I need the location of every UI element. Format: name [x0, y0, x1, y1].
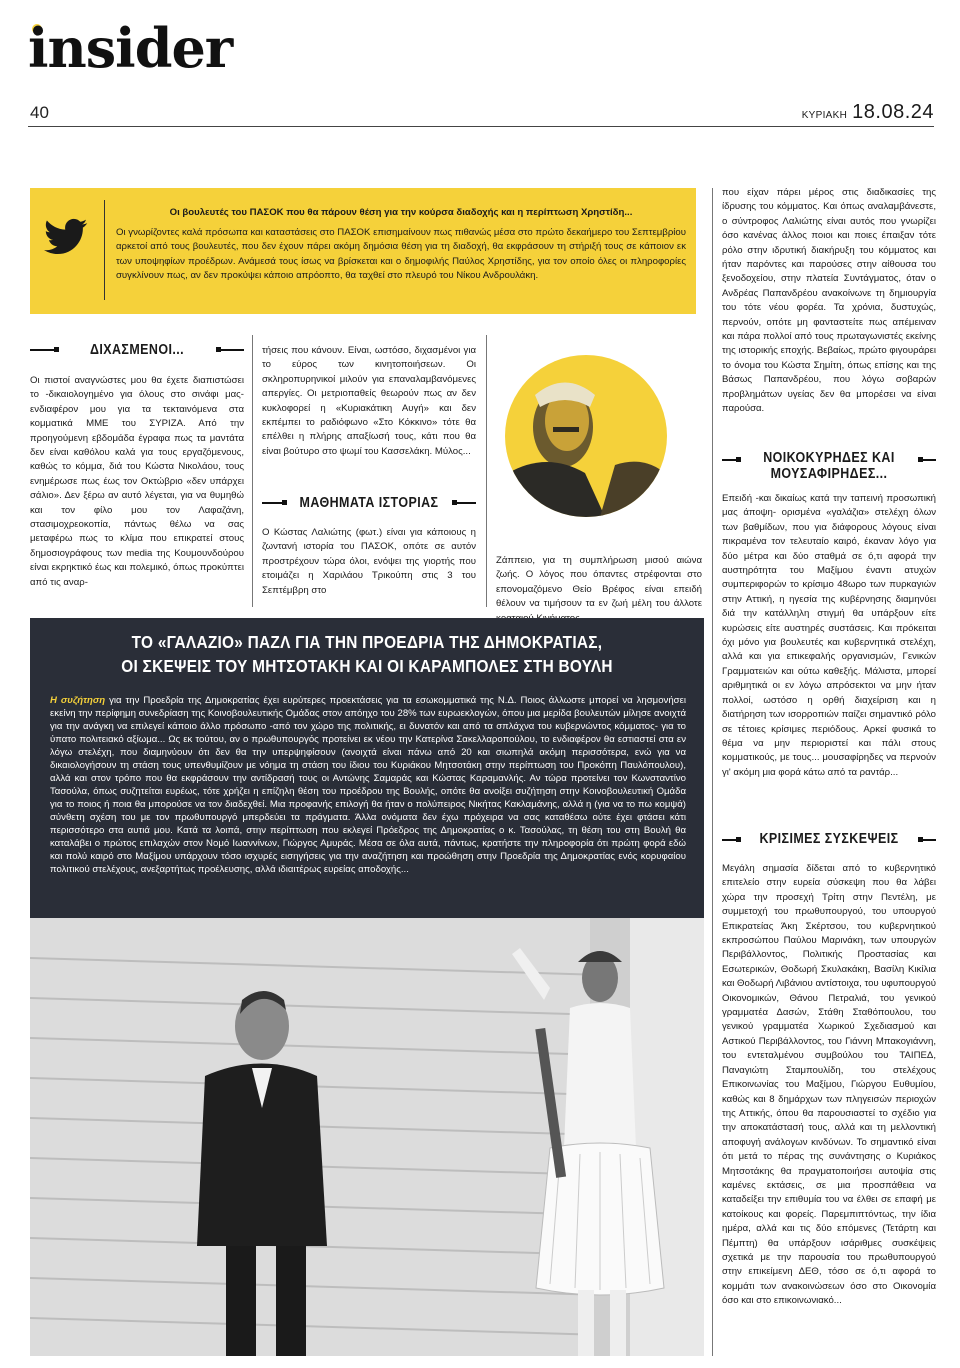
- column-divider: [252, 335, 253, 607]
- feature-photo: [30, 918, 704, 1356]
- col4-text-bottom: Μεγάλη σημασία δίδεται από το κυβερνητικό επιτελείο στην ευρεία σύσκεψη που θα λάβει χώρα την προσεχή Τρίτη στην Πεντέλη, με συμμετοχή του πρωθυπουργού, του υπουργού Επικρατείας Άκη Σκέρτσου, του κυβερνητικού εκπροσώπου Παύλου Μαρινάκη, των υπουργών Περιβάλλοντος, Πολιτικής Προστασίας και Εσωτερικών, Θοδωρή Σκυλακάκη, Βασίλη Κικίλια και Θοδωρή Λιβάνιου αντίστοιχα, του υφυπουργού Οικονομικών, Θάνου Πετραλιά, του γενικού γραμματέα Δασών, Στάθη Σταθόπουλου, του γενικού γραμματέα Χωρικού Σχεδιασμού και Αστικού Περιβάλλοντος, του Γιάννη Μπακογιάννη, του εντεταλμένου συμβούλου του ΤΑΙΠΕΔ, Παναγιώτη Σταμπουλίδη, του στελέχους Επικοινωνίας του Μαξίμου, Γιώργου Ευθυμίου, καθώς και 8 δημάρχων των πληγεισών περιοχών της Αττικής, όπου θα παρουσιαστεί το σχέδιο για την αποκατάστασή τους, αλλά και τη μελλοντική αποφυγή ανάλογων κινδύνων. Το σημαντικό είναι ότι μετά το πέρας της συνάντησης ο Κυριάκος Μητσοτάκης θα πραγματοποιήσει αυτοψία στις καμένες εκτάσεις, σε μια προσπάθεια να καταδείξει την επιθυμία του να έλθει σε επαφή με κατοίκους και φορείς. Παρεμπιπτόντως, την ίδια ημέρα, αλλά και τις δύο επόμενες (Τετάρτη και Πέμπτη) θα υπάρξουν ισάριθμες συσκέψεις σχετικά με την παρουσία του πρωθυπουργού στην επικείμενη ΔΕΘ, τόσο σε ό,τι αφορά το κομμάτι των ανακοινώσεων όσο στο Οικονομία όσο και στο επικοινωνιακό...: [722, 863, 936, 1307]
- col3-text: Ζάππειο, για τη συμπλήρωση μισού αιώνα ζωής. Ο λόγος που όπαντες στρέφονται στο επονομαζόμενο Θείο Βρέφος είναι επειδή θέλουν να τιμήσουν τα εν ζωή μέλη του άλλοτε: [496, 555, 702, 610]
- col2-heading: ΜΑΘΗΜΑΤΑ ΙΣΤΟΡΙΑΣ: [299, 495, 439, 511]
- brand-logo: insider: [28, 16, 233, 80]
- headline-line2: ΟΙ ΣΚΕΨΕΙΣ ΤΟΥ ΜΗΤΣΟΤΑΚΗ ΚΑΙ ΟΙ ΚΑΡΑΜΠΟΛΕΣ ΣΤΗ ΒΟΥΛΗ: [121, 656, 613, 676]
- masthead: [28, 16, 288, 84]
- column-divider: [486, 335, 487, 607]
- feature-lead: Η συζήτηση: [50, 695, 106, 706]
- feature-headline: [30, 630, 704, 678]
- feature-body: [50, 694, 686, 876]
- col1-heading-block: [30, 340, 244, 368]
- tweet-divider: [104, 200, 105, 300]
- header-rule: [28, 126, 934, 127]
- issue-date-value: 18.08.24: [852, 101, 934, 123]
- twitter-bird-icon: [44, 218, 88, 256]
- col2-text-bottom: Ο Κώστας Λαλιώτης (φωτ.) είναι για κάποιους η ζωντανή ιστορία του ΠΑΣΟΚ, οπότε σε αυτόν προστρέχουν τώρα όλοι, ενόψει της γιορτής που ετοιμάζει η Χαριλάου Τρικούπη στις 3 του Σεπτέμβρη στο: [262, 527, 476, 596]
- column-divider: [712, 188, 713, 1356]
- col2-text-top: τήσεις που κάνουν. Είναι, ωστόσο, διχασμένοι για το εύρος των κινητοποιήσεων. Οι σκληροπυρηνικοί μιλούν για επαναλαμβανόμενες απεργίες. Οι μετριοπαθείς θεωρούν πως αν δεν κυκλοφορεί η «Κυριακάτικη Αυγή» και δεν εκπέμπει το ραδιόφωνο «Στο Κόκκινο» τότε θα επέλθει η πλήρης απαξίωσή τους, κάτι που θα είναι βούτυρο στο ψωμί του Κασσελάκη. Μύλος...: [262, 345, 476, 457]
- tweet-title: Οι βουλευτές του ΠΑΣΟΚ που θα πάρουν θέση για την κούρσα διαδοχής και η περίπτωση Χρηστίδη...: [169, 207, 633, 218]
- col4-text-top: που είχαν πάρει μέρος στις διαδικασίες της ίδρυσης του κόμματος. Και όπως αναλαμβάνεστε, ο σύντροφος Λαλιώτης είναι αυτός που γνωρίζει όσο κανένας άλλος ποιοι και ποιες έπαιξαν τότε ρόλο στην ιδρυτική διακήρυξη του κόμματος και ήταν παρόντες και παρούσες στην αίθουσα του ξενοδοχείου, στην πλατεία Συντάγματος, όταν ο Ανδρέας Παπανδρέου ανακοίνωνε τη δημιουργία του τότε νέου φορέα. Τα χρόνια, δυστυχώς, περνούν, οπότε μη φανταστείτε πως απέμειναν και πάρα πολλοί από τους πρωταγωνιστές εκείνης της ιστορικής εποχής. Βεβαίως, πρώτο φιγουράρει το όνομα του Κώστα Σημίτη, όπως επίσης και της Βάσως Παπανδρέου, που λόγω σοβαρών προβλημάτων υγείας δεν θα μπορέσει να είναι παρούσα.: [722, 187, 936, 415]
- col1-heading: ΔΙΧΑΣΜΕΝΟΙ...: [89, 342, 185, 358]
- tweet-body: Οι γνωρίζοντες καλά πρόσωπα και καταστάσεις στο ΠΑΣΟΚ επισημαίνουν πως πιθανώς μέσα στο πρώτο δεκαήμερο του Σεπτεμβρίου αρκετοί από τους βουλευτές, που δεν έχουν πάρει ακόμη δημόσια θέση για τη διαδοχή, θα εκφράσουν τη στήριξή τους σε κάποιον εκ των υποψηφίων προέδρων. Ανάμεσά τους ίσως να βρίσκεται και ο δημοφιλής Παύλος Χρηστίδης, για τον οποίο όλες οι πληροφορίες συγκλίνουν πως, αν δεν προκύψει κάποιο απρόοπτο, θα ταχθεί στο πλευρό του Νίκου Ανδρουλάκη.: [116, 227, 686, 282]
- issue-date: [802, 101, 934, 124]
- headline-line1: ΤΟ «ΓΑΛΑΖΙΟ» ΠΑΖΛ ΓΙΑ ΤΗΝ ΠΡΟΕΔΡΙΑ ΤΗΣ ΔΗΜΟΚΡΑΤΙΑΣ,: [131, 632, 603, 652]
- col4-heading2-block: [722, 830, 936, 852]
- col4-heading2: ΚΡΙΣΙΜΕΣ ΣΥΣΚΕΨΕΙΣ: [759, 831, 899, 847]
- feature-panel: [30, 618, 704, 918]
- col4-heading1: ΝΟΙΚΟΚΥΡΗΔΕΣ ΚΑΙ ΜΟΥΣΑΦΙΡΗΔΕΣ...: [763, 450, 895, 482]
- portrait-photo: [505, 355, 667, 517]
- col1-text: Οι πιστοί αναγνώστες μου θα έχετε διαπιστώσει το -δικαιολογημένο για όλους στο σινάφι μας- ενδιαφέρον μου για τα τεκταινόμενα στα κομματικά ΜΜΕ του ΣΥΡΙΖΑ. Από την προηγούμενη εβδομάδα έγραφα πως τα μαντάτα δεν είναι καθόλου καλά για τους εργαζόμενους, καθώς το κόμμα, διά του Κώστα Νικολάου, τους ενημέρωσε πως έως τον Οκτώβριο «δεν υπάρχει σάλιο». Δεν ξέρω αν αυτό λέγεται, για να θυμηθώ και τον φίλο μου τον Λαφαζάνη, στασιμοχρεοκοπία, πάντως θέλω να σας μεταφέρω πως το κλίμα που επικρατεί στους δημοσιογράφους των media της Κουμουνδούρου είναι εκρηκτικό έως και πολεμικό, όπως προκύπτει από τις αναρ-: [30, 375, 244, 588]
- page-number: 40: [30, 103, 49, 122]
- tweet-box: [30, 188, 696, 314]
- col2-heading-block: [262, 494, 476, 518]
- issue-day: ΚΥΡΙΑΚΗ: [801, 110, 848, 121]
- col4-heading1-block: [722, 450, 936, 486]
- feature-body-text: για την Προεδρία της Δημοκρατίας έχει ευρύτερες προεκτάσεις για τα εσωκομματικά της Ν.Δ. Ποιος άλλωστε μπορεί να λησμονήσει εκείνη την περίφημη συνεδρίαση της Κοινοβουλευτικής Ομάδας στον απόηχο του 28% των ευρωεκλογών, όπου μια μερίδα βουλευτών μίλησε ανοιχτά για την ανάγκη να επιλεγεί κάποιο άλλο πρόσωπο -από τον χώρο της πολιτικής, ει δυνατόν και από τα σπλάχνα του κυβερνώντος κόμματος- για το ύπατο πολιτειακό αξίωμα... Ως εκ τούτου, αν ο πρωθυπουργός προτείνει εκ νέου την Κατερίνα Σακελλαροπούλου, το ενδιαφέρον θα εστιαστεί στα εν λόγω στελέχη, που διαμηνύουν ότι δεν θα την υπερψηφίσουν (ανοιχτά είναι πάνω από 20 και σιωπηλά ακόμη περισσότερα, ενώ για να δικαιολογήσουν τη στάση τους υπενθυμίζουν με νόημα τη στάση του ίδιου του Κυριάκου Μητσοτάκη στην περίπτωση του Προκόπη Παυλόπουλου), αλλά και στον τρόπο που θα εκφράσουν την αντίδρασή τους οι Αντώνης Σαμαράς και Κώστας Καραμανλής. Αν τώρα προτείνει τον Κωνσταντίνο Τασούλα, όπως συζητείται ευρέως, τότε χρήζει η επίζηλη θέση του προέδρου της Βουλής, οπότε θα ανοίξει συζήτηση στην Κοινοβουλευτική Ομάδα για το ποιος ή ποια θα μπορούσε να τον διαδεχθεί. Μια προφανής επιλογή θα ήταν ο πολύπειρος Νικήτας Κακλαμάνης, αλλά η (για να το πω κομψά) σύνθετη σχέση του με τον πρωθυπουργό μπερδεύει τα πράγματα. Άλλα ονόματα δεν έχω πρόχειρα να σας καταθέσω ούτε έχει φτάσει κάτι περισσότερο στα αυτιά μου. Κατά τα λοιπά, στην περίπτωση που εκλεγεί Πρόεδρος της Δημοκρατίας ο κ. Τασούλας, τη θέση του στη Βουλή θα καταλάβει ο πρώτος επιλαχών στον Νομό Ιωαννίνων, Γιώργος Αμυράς. Μέσα σε όλα αυτά, πάντως, κρατήστε την πληροφορία ότι πρώτη φορά εδώ και πολύ καιρό στο Μαξίμου υπάρχουν τόσο ισχυρές εισηγήσεις για την αναζήτηση και προώθηση στην Προεδρία της Δημοκρατίας ενός κορυφαίου πολιτικού στελέχους, ανεξαρτήτως προέλευσης, αλλά ιδιαιτέρως ευρείας αποδοχής...: [50, 695, 686, 875]
- col4-text-mid: Επειδή -και δικαίως κατά την ταπεινή προσωπική μας άποψη- ορισμένα «γαλάζια» στελέχη όλων των βαθμίδων, που για διάφορους λόγους είναι πικραμένα τον τελευταίο καιρό, έκαναν λόγο για δύο μέτρα και δύο σταθμά σε ό,τι αφορά την αυστηρότητα του Μαξίμου έναντι ατυχών συμπεριφορών το κρίσιμο 48ωρο των πυρκαγιών στην Αττική, η ηγεσία της κυβέρνησης διαμηνύει διά την κατάλληλη στιγμή θα υπάρξουν είτε κυρώσεις είτε αυστηρές συστάσεις. Και πρόκειται όχι μόνο για βουλευτές και κυβερνητικά στελέχη, αλλά και για επικεφαλής οργανισμών, Γενικών Γραμματειών και ούτω καθεξής. Μάλιστα, μπορεί αριθμητικά οι εν λόγω απρόσεκτοι να μην ήταν πολλοί, ωστόσο η ορθή διαχείριση και η διατήρηση των ισορροπιών παίζει σημαντικό ρόλο σε τέτοιες κρίσιμες περιόδους. Αρκεί φυσικά το θέμα να μην περιοριστεί και πάλι στους κομματικούς, με τους... μουσαφίρηδες να περνούν γι' ακόμη μια φορά κάτω από τα ραντάρ...: [722, 493, 936, 778]
